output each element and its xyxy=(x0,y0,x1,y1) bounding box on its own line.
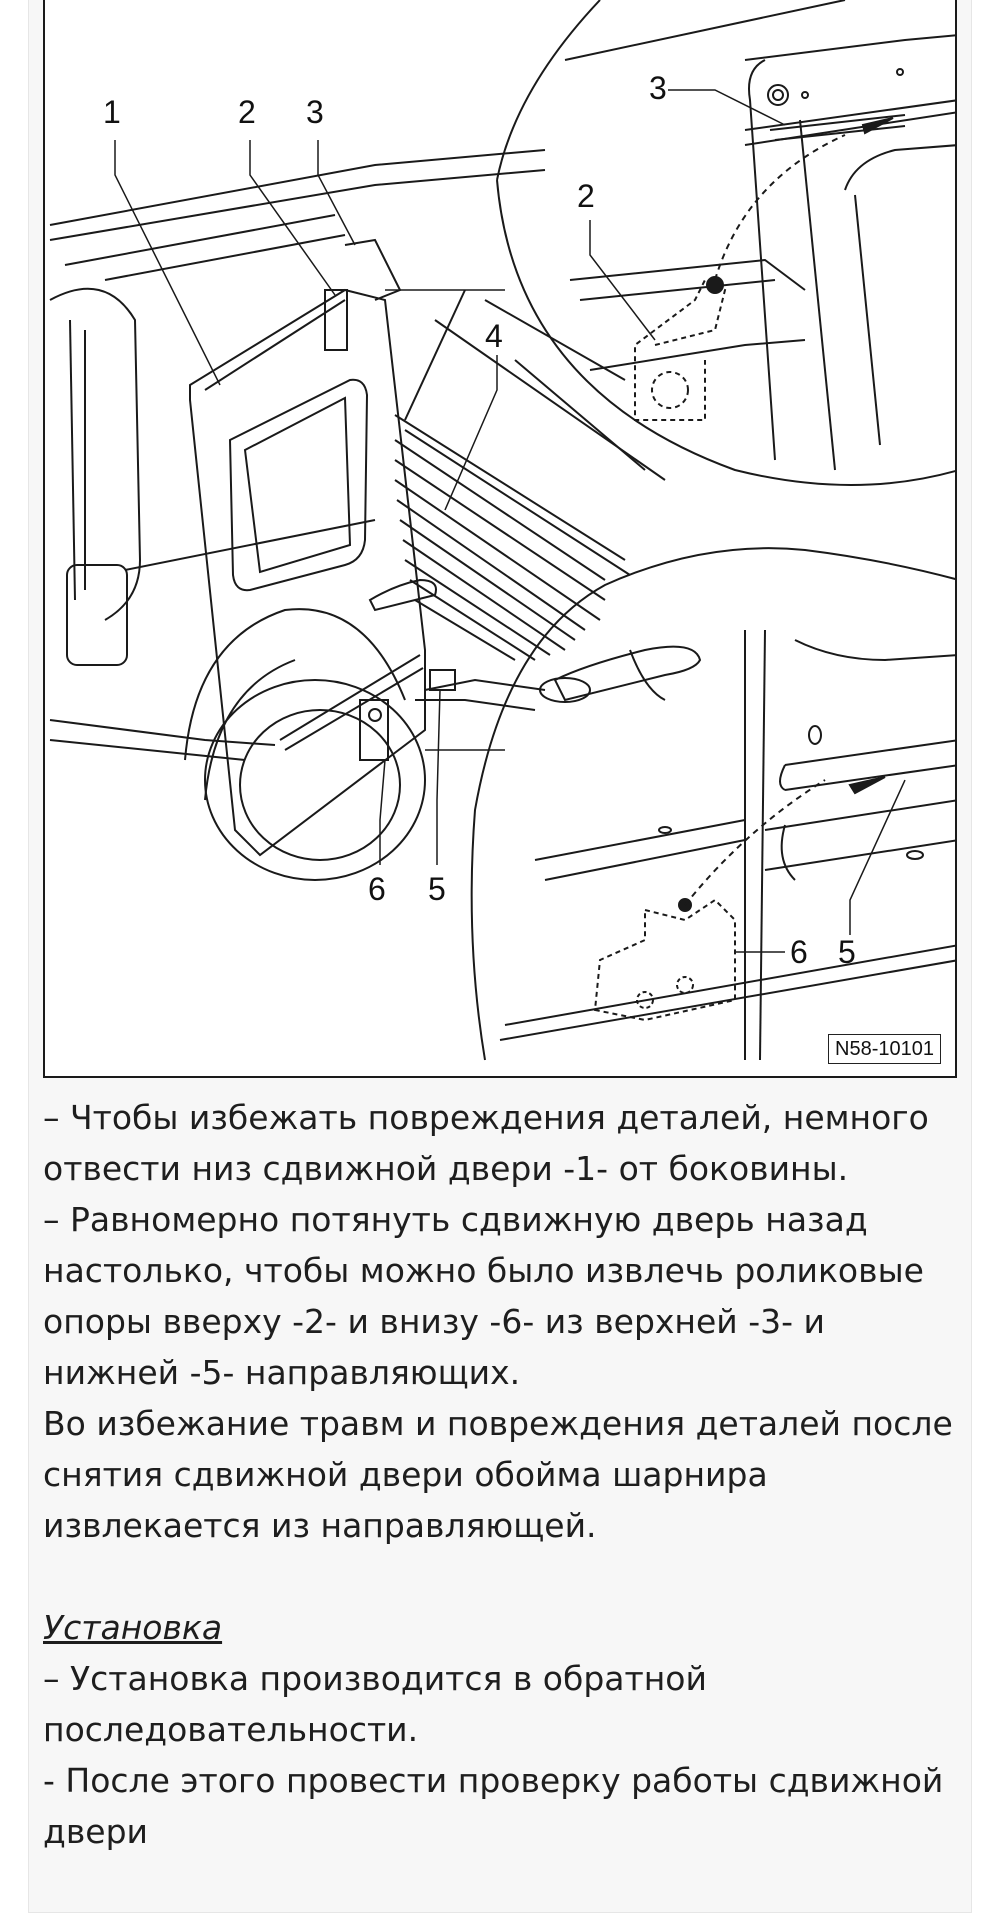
inset-callout-3: 3 xyxy=(649,70,667,106)
callout-2: 2 xyxy=(238,94,256,130)
technical-illustration xyxy=(43,0,957,1078)
instruction-paragraph-3: Во избежание травм и повреждения деталей после снятия сдвижной двери обойма шарнира извлекается из направляющей. xyxy=(43,1404,953,1545)
instruction-text xyxy=(43,1092,953,1857)
callout-5: 5 xyxy=(428,871,446,907)
callout-4: 4 xyxy=(485,318,503,354)
callout-6: 6 xyxy=(368,871,386,907)
sliding-door-drawing xyxy=(45,0,957,1078)
inset-callout-6: 6 xyxy=(790,934,808,970)
inset-callout-5: 5 xyxy=(838,934,856,970)
inset-callout-2: 2 xyxy=(577,178,595,214)
instruction-paragraph-4: – Установка производится в обратной последовательности. xyxy=(43,1659,707,1749)
installation-heading-text: Установка xyxy=(43,1608,223,1647)
section-heading-installation xyxy=(43,1602,953,1653)
instruction-paragraph-2: – Равномерно потянуть сдвижную дверь назад настолько, чтобы можно было извлечь роликовые опоры вверху -2- и внизу -6- из верхней -3- и нижней -5- направляющих. xyxy=(43,1200,924,1392)
callout-1: 1 xyxy=(103,94,121,130)
instruction-paragraph-1: – Чтобы избежать повреждения деталей, немного отвести низ сдвижной двери -1- от боковины. xyxy=(43,1098,929,1188)
figure-code-label: N58-10101 xyxy=(828,1034,941,1064)
instruction-paragraph-5: - После этого провести проверку работы сдвижной двери xyxy=(43,1761,944,1851)
callout-3: 3 xyxy=(306,94,324,130)
paragraph-spacer xyxy=(43,1551,953,1602)
